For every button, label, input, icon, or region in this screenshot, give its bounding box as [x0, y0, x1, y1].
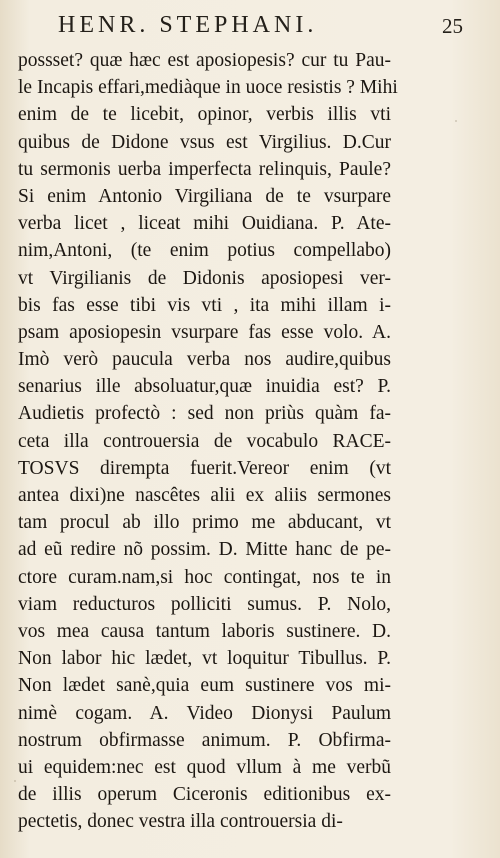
text-line: de illis operum Ciceronis editionibus ex- [18, 784, 391, 806]
text-line: Audietis profectò : sed non priùs quàm fa- [18, 403, 391, 425]
paper-speck [455, 120, 457, 122]
text-line: le Incapis effari,mediàque in uoce resistis ? Mihi [18, 77, 398, 99]
text-line: psam aposiopesin vsurpare fas esse volo. A. [18, 321, 391, 343]
text-line: vt Virgilianis de Didonis aposiopesi ver- [18, 267, 391, 289]
text-line: Si enim Antonio Virgiliana de te vsurpare [18, 185, 391, 207]
text-line: TOSVS dirempta fuerit.Vereor enim (vt [18, 457, 391, 479]
page-header [58, 12, 463, 42]
text-line: pectetis, donec vestra illa controuersia di- [18, 811, 343, 833]
text-line: tu sermonis uerba imperfecta relinquis, Paule? [18, 158, 391, 180]
text-line: senarius ille absoluatur,quæ inuidia est? P. [18, 376, 391, 398]
text-line: bis fas esse tibi vis vti , ita mihi illam i- [18, 294, 391, 316]
body-text [18, 47, 398, 835]
text-line: quibus de Didone vsus est Virgilius. D.Cur [18, 131, 391, 153]
text-line: Non lædet sanè,quia eum sustinere vos mi- [18, 675, 391, 697]
text-line: Non labor hic lædet, vt loquitur Tibullus. P. [18, 648, 391, 670]
text-line: enim de te licebit, opinor, verbis illis vti [18, 104, 391, 126]
text-line: possset? quæ hæc est aposiopesis? cur tu Pau- [18, 50, 391, 71]
text-line: nim,Antoni, (te enim potius compellabo) [18, 240, 391, 262]
text-line: Imò verò paucula verba nos audire,quibus [18, 349, 391, 371]
paper-speck [14, 780, 16, 782]
text-line: viam reducturos polliciti sumus. P. Nolo, [18, 593, 391, 615]
text-line: ui equidem:nec est quod vllum à me verbũ [18, 756, 391, 778]
text-line: nostrum obfirmasse animum. P. Obfirma- [18, 729, 391, 751]
running-head: HENR. STEPHANI. [58, 12, 318, 38]
text-line: vos mea causa tantum laboris sustinere. D. [18, 620, 391, 642]
text-line: antea dixi)ne nascêtes alii ex aliis sermones [18, 485, 391, 506]
text-line: ceta illa controuersia de vocabulo RACE- [18, 430, 391, 452]
text-line: ctore curam.nam,si hoc contingat, nos te in [18, 566, 391, 588]
text-line: tam procul ab illo primo me abducant, vt [18, 512, 391, 534]
text-line: ad eũ redire nõ possim. D. Mitte hanc de pe- [18, 539, 391, 561]
page-number: 25 [442, 14, 463, 38]
text-line: nimè cogam. A. Video Dionysi Paulum [18, 702, 391, 724]
text-line: verba licet , liceat mihi Ouidiana. P. Ate- [18, 213, 391, 235]
